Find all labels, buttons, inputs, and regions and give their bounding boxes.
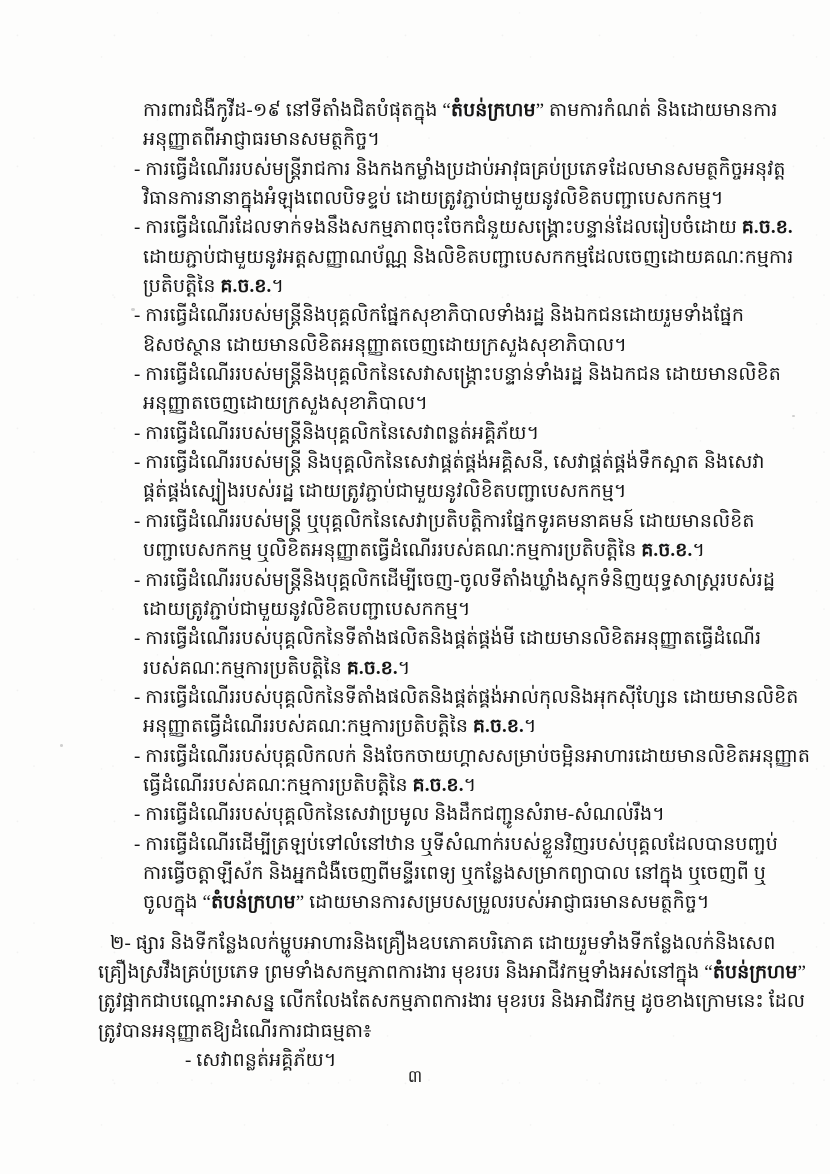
bullet-line: [134, 624, 830, 653]
page-number: ៣: [407, 1067, 423, 1086]
text-segment: ធ្វើដំណើររបស់គណៈកម្មការប្រតិបត្តិនៃ: [143, 774, 413, 796]
text-segment: ។: [271, 276, 285, 298]
bullet-line: [134, 830, 830, 859]
text-segment: - ការធ្វើដំណើររបស់បុគ្គលិកនៃទីតាំងផលិតនិងផ្គត់ផ្គង់អាល់កុលនិងអុកស៊ីហ្សែន ដោយមានលិខិត: [134, 686, 799, 708]
text-segment: អនុញ្ញាតចេញដោយក្រសួងសុខាភិបាល។: [143, 393, 428, 415]
bold-term: គ.ច.ខ.: [472, 716, 524, 738]
bullet-line: [134, 155, 830, 184]
text-line: [143, 654, 830, 683]
text-segment: ដោយភ្ជាប់ជាមួយនូវអត្តសញ្ញាណប័ណ្ណ និងលិខិតបញ្ជាបេសកកម្មដែលចេញដោយគណៈកម្មការ: [143, 246, 794, 268]
text-segment: - ការធ្វើដំណើររបស់មន្ត្រីរាជការ និងកងកម្លាំងប្រដាប់អាវុធគ្រប់ប្រភេទដែលមានសមត្ថកិច្ចអនុវត្ត: [134, 158, 786, 180]
text-line: [143, 125, 830, 154]
scan-speckle: [131, 308, 135, 311]
text-segment: របស់គណៈកម្មការប្រតិបត្តិនៃ: [143, 657, 347, 679]
text-line: [143, 184, 830, 213]
bullet-line: [134, 419, 830, 448]
text-segment: គ្រឿងស្រវឹងគ្រប់ប្រភេទ ព្រមទាំងសកម្មភាពការងារ មុខរបរ និងអាជីវកម្មទាំងអស់នៅក្នុង “: [98, 961, 713, 983]
bold-term: តំបន់ក្រហម: [211, 892, 296, 914]
text-segment: ឱសថស្ថាន ដោយមានលិខិតអនុញ្ញាតចេញដោយក្រសួងសុខាភិបាល។: [143, 334, 627, 356]
bullet-line: [134, 566, 830, 595]
text-line: [143, 477, 830, 506]
bold-term: គ.ច.ខ.: [220, 276, 272, 298]
text-segment: - ការធ្វើដំណើររបស់មន្ត្រីនិងបុគ្គលិកផ្នែកសុខាភិបាលទាំងរដ្ឋ និងឯកជនដោយរួមទាំងផ្នែក: [134, 305, 744, 327]
text-line: [98, 958, 830, 987]
text-segment: ការពារជំងឺកូវីដ-១៩ នៅទីតាំងជិតបំផុតក្នុង “: [143, 100, 451, 121]
text-line: [143, 712, 830, 741]
scan-speckle: [792, 415, 795, 417]
text-line: [143, 859, 830, 888]
scan-speckle: [60, 744, 63, 747]
text-segment: ២- ផ្សារ និងទីកន្លែងលក់ម្ហូបអាហារនិងគ្រឿងឧបភោគបរិភោគ ដោយរួមទាំងទីកន្លែងលក់និងសេព: [110, 932, 776, 954]
text-segment: - ការធ្វើដំណើររបស់មន្ត្រី ឬបុគ្គលិកនៃសេវាប្រតិបត្តិការផ្នែកទូរគមនាគមន៍ ដោយមានលិខិត: [134, 510, 755, 532]
bullet-line: [134, 360, 830, 389]
bullet-line: [134, 507, 830, 536]
bold-term: គ.ច.ខ.: [412, 774, 464, 796]
text-segment: - ការធ្វើដំណើររបស់បុគ្គលិកនៃទីតាំងផលិតនិងផ្គត់ផ្គង់មី ដោយមានលិខិតអនុញ្ញាតធ្វើដំណើរ: [134, 628, 762, 650]
bold-term: គ.ច.ខ.: [641, 540, 693, 562]
bold-term: តំបន់ក្រហម: [450, 100, 536, 121]
bullet-line: [134, 213, 830, 242]
bullet-line: [134, 301, 830, 330]
text-segment: អនុញ្ញាតធ្វើដំណើររបស់គណៈកម្មការប្រតិបត្តិនៃ: [143, 716, 473, 738]
text-line: [143, 771, 830, 800]
text-line: [98, 1017, 830, 1046]
text-segment: បញ្ជាបេសកកម្ម ឬលិខិតអនុញ្ញាតធ្វើដំណើររបស់គណៈកម្មការប្រតិបត្តិនៃ: [143, 540, 642, 562]
text-line: [143, 272, 830, 301]
text-segment: ”: [797, 961, 807, 983]
text-segment: ការធ្វើចត្តាឡីស័ក និងអ្នកជំងឺចេញពីមន្ទីរពេទ្យ ឬកន្លែងសម្រាកព្យាបាល នៅក្នុង ឬចេញពី ឬ: [143, 862, 766, 884]
text-segment: ។: [523, 716, 537, 738]
text-segment: - សេវាពន្លត់អគ្គិភ័យ។: [185, 1050, 337, 1071]
text-line: [98, 987, 830, 1016]
text-segment: - ការធ្វើដំណើររបស់បុគ្គលិកលក់ និងចែកចាយហ្គាសសម្រាប់ចម្អិនអាហារដោយមានលិខិតអនុញ្ញាត: [134, 745, 811, 767]
text-segment: - ការធ្វើដំណើររបស់មន្ត្រីនិងបុគ្គលិកនៃសេវាសង្គ្រោះបន្ទាន់ទាំងរដ្ឋ និងឯកជន ដោយមានលិខិត: [134, 364, 781, 386]
text-segment: ។: [463, 774, 477, 796]
text-segment: - ការធ្វើដំណើររបស់មន្ត្រី និងបុគ្គលិកនៃសេវាផ្គត់ផ្គង់អគ្គិសនី, សេវាផ្គត់ផ្គង់ទឹកស្អាត និងសេវា: [134, 452, 765, 474]
text-line: [143, 595, 830, 624]
text-segment: ។: [692, 540, 705, 562]
text-segment: ។: [397, 657, 411, 679]
text-line: [110, 929, 830, 958]
text-segment: ដោយត្រូវភ្ជាប់ជាមួយនូវលិខិតបញ្ជាបេសកកម្ម។: [143, 598, 471, 620]
text-segment: - ការធ្វើដំណើររបស់បុគ្គលិកនៃសេវាប្រមូល និងដឹកជញ្ជូនសំរាម-សំណល់រឹង។: [134, 804, 665, 826]
bullet-line: [134, 742, 830, 771]
bullet-line: [134, 683, 830, 712]
text-segment: អនុញ្ញាតពីអាជ្ញាធរមានសមត្ថកិច្ច។: [143, 129, 380, 151]
text-segment: - ការធ្វើដំណើររបស់មន្ត្រីនិងបុគ្គលិកនៃសេវាពន្លត់អគ្គិភ័យ។: [134, 422, 540, 444]
text-segment: ” ដោយមានការសម្របសម្រួលរបស់អាជ្ញាធរមានសមត្ថកិច្ច។: [295, 892, 710, 914]
text-line: [143, 243, 830, 272]
bold-term: តំបន់ក្រហម: [712, 961, 798, 983]
bold-term: គ.ច.ខ.: [346, 657, 398, 679]
text-line: [143, 96, 830, 125]
text-segment: ត្រូវផ្អាកជាបណ្ដោះអាសន្ន លើកលែងតែសកម្មភាពការងារ មុខរបរ និងអាជីវកម្ម ដូចខាងក្រោមនេះ ដែល: [98, 991, 806, 1013]
bullet-line: [134, 448, 830, 477]
bullet-line: [134, 800, 830, 829]
text-line: [143, 331, 830, 360]
text-segment: - ការធ្វើដំណើរដែលទាក់ទងនឹងសកម្មភាពចុះចែកជំនួយសង្គ្រោះបន្ទាន់ដែលរៀបចំដោយ: [134, 217, 742, 239]
text-segment: ចូលក្នុង “: [143, 892, 212, 914]
text-line: [143, 888, 830, 917]
text-segment: ត្រូវបានអនុញ្ញាតឱ្យដំណើរការជាធម្មតា៖: [98, 1020, 372, 1042]
text-segment: ប្រតិបត្តិនៃ: [143, 276, 221, 298]
text-segment: - ការធ្វើដំណើររបស់មន្ត្រីនិងបុគ្គលិកដើម្បីចេញ-ចូលទីតាំងឃ្លាំងស្តុកទំនិញយុទ្ធសាស្ត្ររបស់រដ្ឋ: [134, 569, 775, 591]
text-line: [143, 389, 830, 418]
document-body: [0, 96, 830, 1075]
text-segment: ” តាមការកំណត់ និងដោយមានការ: [535, 100, 778, 121]
text-line: [143, 536, 830, 565]
text-segment: វិធានការនានាក្នុងអំឡុងពេលបិទខ្ទប់ ដោយត្រូវភ្ជាប់ជាមួយនូវលិខិតបញ្ជាបេសកកម្ម។: [143, 188, 724, 210]
text-segment: ផ្គត់ផ្គង់ស្បៀងរបស់រដ្ឋ ដោយត្រូវភ្ជាប់ជាមួយនូវលិខិតបញ្ជាបេសកកម្ម។: [143, 481, 627, 503]
text-segment: - ការធ្វើដំណើរដើម្បីត្រឡប់ទៅលំនៅឋាន ឬទីសំណាក់របស់ខ្លួនវិញរបស់បុគ្គលដែលបានបញ្ចប់: [134, 833, 778, 855]
bold-term: គ.ច.ខ.: [741, 217, 793, 239]
